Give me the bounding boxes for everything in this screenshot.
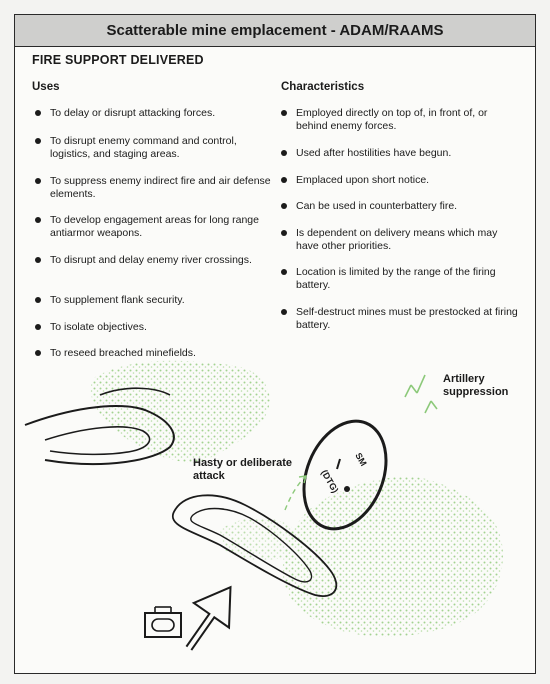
- mine-symbol-stem: [337, 459, 340, 469]
- section-heading: FIRE SUPPORT DELIVERED: [32, 53, 204, 67]
- vegetation-area-left: [91, 361, 270, 463]
- list-item: To supplement flank security.: [35, 294, 185, 307]
- minefield-label-bottom: (DTG): [319, 468, 341, 495]
- attack-arrow: [171, 575, 249, 660]
- vegetation-area-right: [283, 477, 503, 637]
- list-item: To reseed breached minefields.: [35, 347, 196, 360]
- document-frame: [14, 14, 536, 674]
- tactical-diagram: [15, 15, 537, 675]
- list-item: Emplaced upon short notice.: [281, 174, 429, 187]
- list-item: Is dependent on delivery means which may have other priorities.: [281, 227, 521, 253]
- characteristics-heading: Characteristics: [281, 81, 365, 93]
- list-item: To suppress enemy indirect fire and air defense elements.: [35, 175, 273, 201]
- list-item: Can be used in counterbattery fire.: [281, 200, 457, 213]
- uses-heading: Uses: [32, 81, 60, 93]
- artillery-label: Artillery suppression: [443, 373, 509, 398]
- list-item: Used after hostilities have begun.: [281, 147, 451, 160]
- attack-label: Hasty or deliberate attack: [193, 457, 293, 482]
- list-item: To develop engagement areas for long range antiarmor weapons.: [35, 214, 273, 240]
- list-item: Employed directly on top of, in front of, or behind enemy forces.: [281, 107, 521, 133]
- list-item: Self-destruct mines must be prestocked at firing battery.: [281, 306, 521, 332]
- list-item: To delay or disrupt attacking forces.: [35, 107, 215, 120]
- vegetation-area-center: [220, 518, 296, 560]
- artillery-icon: [405, 375, 425, 397]
- list-item: To disrupt enemy command and control, logistics, and staging areas.: [35, 135, 273, 161]
- list-item: To disrupt and delay enemy river crossings.: [35, 254, 252, 267]
- armor-icon: [152, 619, 174, 631]
- page-title: Scatterable mine emplacement - ADAM/RAAMS: [15, 15, 535, 47]
- unit-symbol-icon: [145, 613, 181, 637]
- list-item: To isolate objectives.: [35, 321, 147, 334]
- minefield-label-top: SM: [353, 451, 369, 468]
- list-item: Location is limited by the range of the firing battery.: [281, 266, 521, 292]
- mine-icon: [344, 486, 350, 492]
- artillery-icon: [425, 401, 437, 413]
